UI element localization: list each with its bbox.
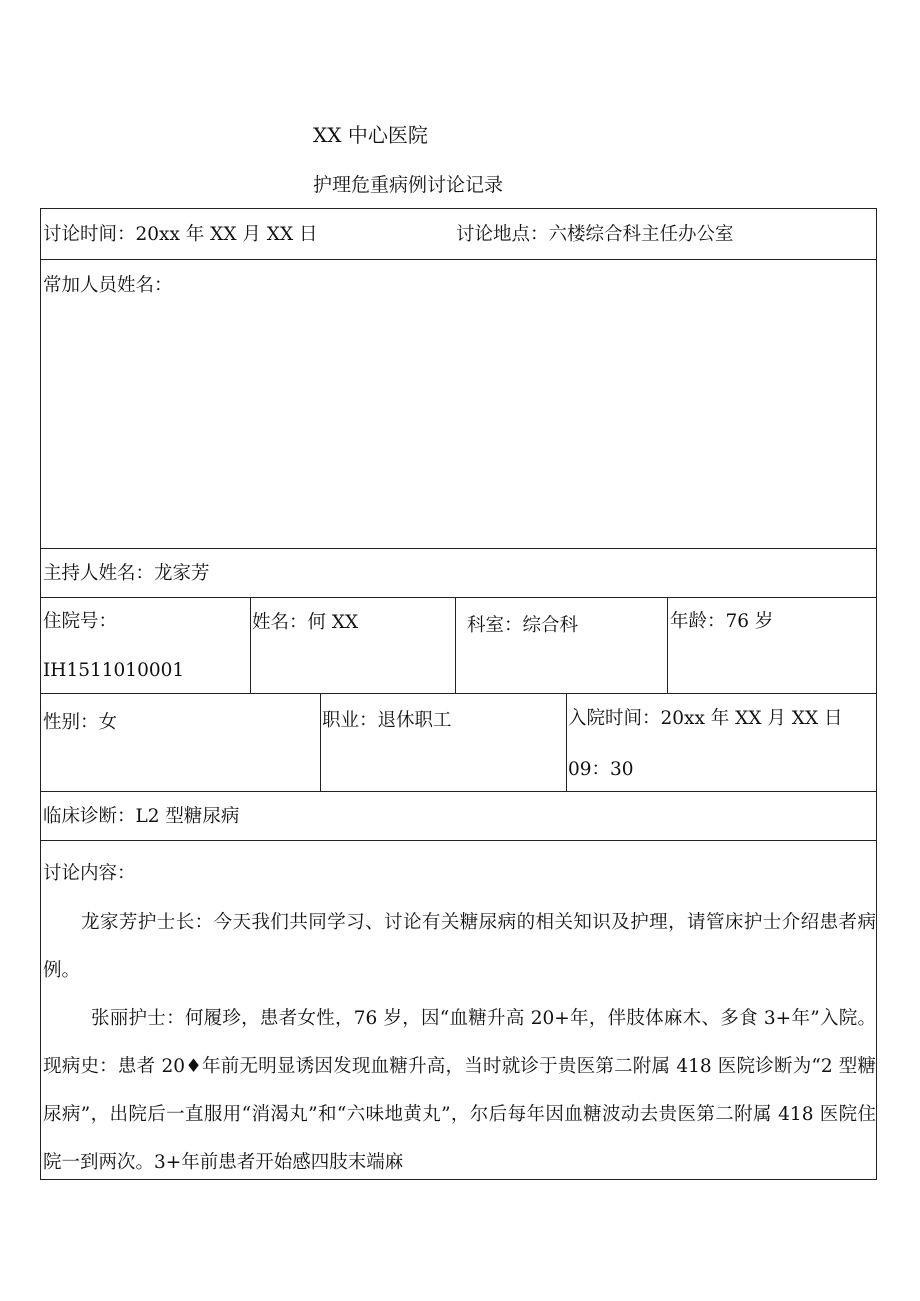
discussion-paragraph: 张丽护士：何履珍，患者女性，76 岁，因“血糖升高 20+年，伴肢体麻木、多食 3+年”入院。现病史：患者 20♦年前无明显诱因发现血糖升高，当时就诊于贵医第二附属 418 医院诊断为“2 型糖尿病”，出院后一直服用“消渴丸”和“六味地黄丸”，尔后每年因血糖波动去贵医第二附属 418 医院住院一到两次。3+年前患者开始感四肢末端麻 [43,1008,876,1173]
row-divider [41,840,876,841]
admission-number: IH1511010001 [43,660,185,681]
patient-age: 年龄：76 岁 [670,611,774,632]
row-divider [41,548,876,549]
host-name: 主持人姓名：龙家芳 [43,563,210,584]
department: 科室：综合科 [467,615,579,636]
admission-number-label: 住院号： [43,611,118,632]
clinical-diagnosis: 临床诊断：L2 型糖尿病 [43,806,240,827]
row-divider [41,791,876,792]
discussion-time: 讨论时间：20xx 年 XX 月 XX 日 [43,224,318,245]
hospital-name: XX 中心医院 [313,123,428,147]
discussion-place: 讨论地点：六楼综合科主任办公室 [456,224,734,245]
column-divider [566,693,567,791]
admission-time-clock: 09：30 [568,759,634,780]
patient-gender: 性别：女 [43,712,118,733]
participants-label: 常加人员姓名： [43,275,173,296]
column-divider [667,597,668,693]
column-divider [455,597,456,693]
row-divider [41,259,876,260]
discussion-record-form [40,208,877,1180]
patient-name: 姓名：何 XX [252,612,359,633]
row-divider [41,597,876,598]
form-title: 护理危重病例讨论记录 [313,174,504,196]
column-divider [320,693,321,791]
discussion-content-label: 讨论内容： [43,863,136,884]
row-divider [41,693,876,694]
discussion-paragraph: 龙家芳护士长：今天我们共同学习、讨论有关糖尿病的相关知识及护理，请管床护士介绍患者病例。 [43,912,876,981]
admission-time: 入院时间：20xx 年 XX 月 XX 日 [568,708,843,729]
occupation: 职业：退休职工 [322,710,452,731]
column-divider [250,597,251,693]
